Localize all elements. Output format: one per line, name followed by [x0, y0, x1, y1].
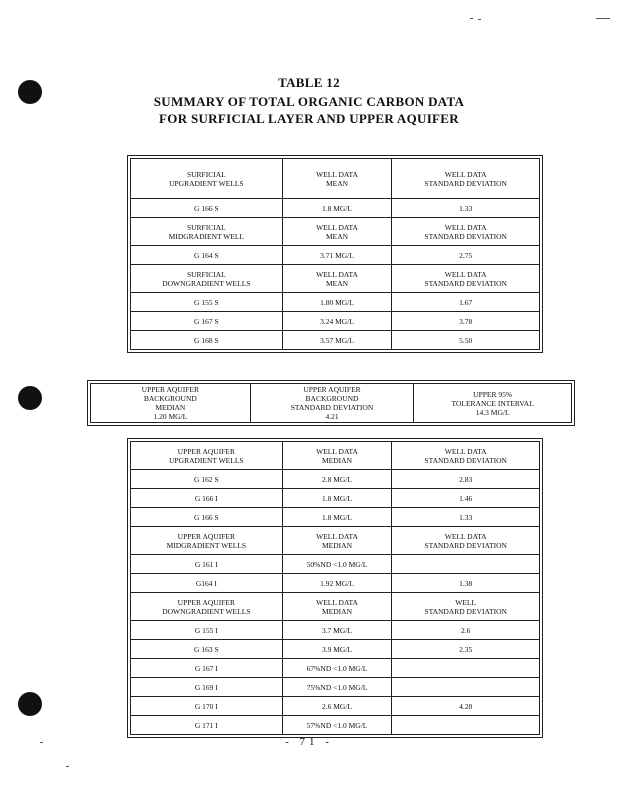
- well-stdev: 1.67: [392, 293, 540, 312]
- well-id: G 164 S: [131, 246, 283, 265]
- table-header-row: [131, 593, 540, 621]
- well-id: G 155 I: [131, 621, 283, 640]
- well-id: G 167 I: [131, 659, 283, 678]
- well-value: 1.8 MG/L: [282, 489, 392, 508]
- column-header: WELL DATA MEAN: [282, 218, 392, 246]
- table-row: [131, 508, 540, 527]
- column-header: UPPER AQUIFER DOWNGRADIENT WELLS: [131, 593, 283, 621]
- well-value: 1.80 MG/L: [282, 293, 392, 312]
- well-value: 3.57 MG/L: [282, 331, 392, 350]
- table-row: [131, 697, 540, 716]
- well-stdev: 4.28: [392, 697, 540, 716]
- table-header-row: [131, 527, 540, 555]
- table-header-row: [131, 442, 540, 470]
- well-value: 3.71 MG/L: [282, 246, 392, 265]
- table-row: [131, 489, 540, 508]
- column-header: WELL DATA STANDARD DEVIATION: [392, 159, 540, 199]
- table-row: [131, 470, 540, 489]
- table-row: [131, 555, 540, 574]
- well-id: G 161 I: [131, 555, 283, 574]
- well-value: 75%ND <1.0 MG/L: [282, 678, 392, 697]
- well-stdev: 1.33: [392, 199, 540, 218]
- table-subtitle: FOR SURFICIAL LAYER AND UPPER AQUIFER: [159, 111, 459, 126]
- well-stdev: 2.35: [392, 640, 540, 659]
- page-number: - 71 -: [285, 736, 333, 748]
- table-row: [131, 640, 540, 659]
- aquifer-background-summary: [90, 383, 572, 423]
- well-id: G164 I: [131, 574, 283, 593]
- well-value: 1.8 MG/L: [282, 508, 392, 527]
- column-header: SURFICIAL UPGRADIENT WELLS: [131, 159, 283, 199]
- table-row: [131, 716, 540, 735]
- scan-speck: [470, 18, 473, 19]
- well-value: 50%ND <1.0 MG/L: [282, 555, 392, 574]
- table-row: [131, 199, 540, 218]
- column-header: WELL DATA MEAN: [282, 265, 392, 293]
- scan-speck: [596, 18, 610, 19]
- table-row: [131, 574, 540, 593]
- well-value: 1.8 MG/L: [282, 199, 392, 218]
- well-id: G 166 S: [131, 199, 283, 218]
- table-row: [131, 293, 540, 312]
- background-median: UPPER AQUIFER BACKGROUND MEDIAN 1.20 MG/L: [91, 384, 251, 423]
- table-row: [131, 621, 540, 640]
- well-value: 1.92 MG/L: [282, 574, 392, 593]
- well-stdev: 1.46: [392, 489, 540, 508]
- well-id: G 167 S: [131, 312, 283, 331]
- well-value: 57%ND <1.0 MG/L: [282, 716, 392, 735]
- well-stdev: 5.50: [392, 331, 540, 350]
- well-id: G 155 S: [131, 293, 283, 312]
- scan-speck: [66, 766, 69, 767]
- well-id: G 163 S: [131, 640, 283, 659]
- well-id: G 170 I: [131, 697, 283, 716]
- well-stdev: 3.78: [392, 312, 540, 331]
- tolerance-interval: UPPER 95% TOLERANCE INTERVAL 14.3 MG/L: [414, 384, 572, 423]
- column-header: UPPER AQUIFER UPGRADIENT WELLS: [131, 442, 283, 470]
- column-header: WELL DATA MEDIAN: [282, 442, 392, 470]
- upper-aquifer-table: [130, 441, 540, 735]
- well-value: 2.6 MG/L: [282, 697, 392, 716]
- well-id: G 169 I: [131, 678, 283, 697]
- well-id: G 166 S: [131, 508, 283, 527]
- table-header-row: [131, 265, 540, 293]
- well-stdev: [392, 659, 540, 678]
- scan-speck: [478, 19, 481, 20]
- well-stdev: [392, 678, 540, 697]
- well-stdev: [392, 716, 540, 735]
- table-row: [131, 312, 540, 331]
- table-header-row: [131, 159, 540, 199]
- table-row: [131, 246, 540, 265]
- table-row: [131, 678, 540, 697]
- summary-row: [91, 384, 572, 423]
- well-value: 3.24 MG/L: [282, 312, 392, 331]
- well-id: G 166 I: [131, 489, 283, 508]
- table-number: TABLE 12: [278, 75, 340, 90]
- punch-hole-middle: [18, 386, 42, 410]
- surficial-table: [130, 158, 540, 350]
- table-title: SUMMARY OF TOTAL ORGANIC CARBON DATA: [153, 94, 465, 109]
- column-header: WELL DATA STANDARD DEVIATION: [392, 442, 540, 470]
- punch-hole-bottom: [18, 692, 42, 716]
- well-stdev: 1.33: [392, 508, 540, 527]
- column-header: WELL DATA STANDARD DEVIATION: [392, 218, 540, 246]
- column-header: SURFICIAL MIDGRADIENT WELL: [131, 218, 283, 246]
- column-header: WELL STANDARD DEVIATION: [392, 593, 540, 621]
- column-header: WELL DATA MEDIAN: [282, 527, 392, 555]
- well-value: 3.7 MG/L: [282, 621, 392, 640]
- well-stdev: 2.6: [392, 621, 540, 640]
- column-header: SURFICIAL DOWNGRADIENT WELLS: [131, 265, 283, 293]
- well-value: 2.8 MG/L: [282, 470, 392, 489]
- column-header: WELL DATA STANDARD DEVIATION: [392, 527, 540, 555]
- well-stdev: 1.38: [392, 574, 540, 593]
- well-id: G 171 I: [131, 716, 283, 735]
- column-header: WELL DATA MEAN: [282, 159, 392, 199]
- table-row: [131, 331, 540, 350]
- well-value: 67%ND <1.0 MG/L: [282, 659, 392, 678]
- column-header: WELL DATA MEDIAN: [282, 593, 392, 621]
- well-stdev: 2.83: [392, 470, 540, 489]
- table-row: [131, 659, 540, 678]
- well-value: 3.9 MG/L: [282, 640, 392, 659]
- background-stdev: UPPER AQUIFER BACKGROUND STANDARD DEVIATION 4.21: [250, 384, 414, 423]
- well-stdev: [392, 555, 540, 574]
- well-stdev: 2.75: [392, 246, 540, 265]
- column-header: UPPER AQUIFER MIDGRADIENT WELLS: [131, 527, 283, 555]
- column-header: WELL DATA STANDARD DEVIATION: [392, 265, 540, 293]
- well-id: G 162 S: [131, 470, 283, 489]
- well-id: G 168 S: [131, 331, 283, 350]
- table-header-row: [131, 218, 540, 246]
